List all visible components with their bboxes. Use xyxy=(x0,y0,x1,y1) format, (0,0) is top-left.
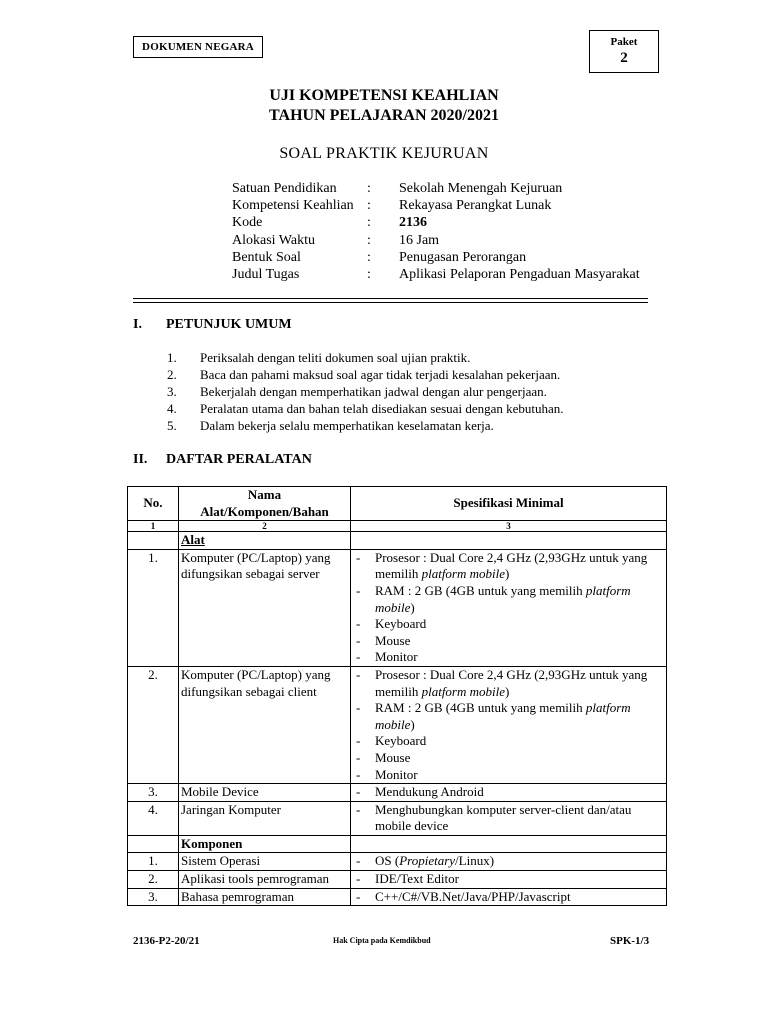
row-no: 2. xyxy=(128,666,179,783)
row-no: 1. xyxy=(128,853,179,871)
spec-text: Prosesor : Dual Core 2,4 GHz (2,93GHz untuk yang memilih xyxy=(375,549,648,582)
spec-text: Monitor xyxy=(375,649,418,665)
spec-text: IDE/Text Editor xyxy=(375,871,459,887)
info-value: Penugasan Perorangan xyxy=(399,249,527,265)
group-label-komponen: Komponen xyxy=(179,835,351,853)
table-row xyxy=(128,666,667,783)
header-name xyxy=(179,487,351,521)
spec-item xyxy=(356,616,666,633)
spec-item xyxy=(356,750,666,767)
header-name-line1: Nama xyxy=(247,487,282,502)
spec-text: Mendukung Android xyxy=(375,784,484,800)
table-row xyxy=(128,853,667,871)
spec-italic: platform mobile xyxy=(375,700,631,732)
spec-item xyxy=(356,649,666,666)
row-name: Jaringan Komputer xyxy=(179,801,351,835)
spec-text: Prosesor : Dual Core 2,4 GHz (2,93GHz untuk yang memilih xyxy=(375,666,648,699)
empty-cell xyxy=(351,835,667,853)
info-value: Aplikasi Pelaporan Pengaduan Masyarakat xyxy=(399,266,640,282)
table-index-row xyxy=(128,521,667,532)
list-item xyxy=(167,383,564,400)
index-cell: 1 xyxy=(128,521,179,532)
footer-page: SPK-1/3 xyxy=(610,935,650,947)
spec-italic: platform mobile xyxy=(421,683,506,699)
list-number: 1. xyxy=(167,350,177,365)
spec-text: Menghubungkan komputer server-client dan/atau mobile device xyxy=(375,801,632,834)
info-sep: : xyxy=(367,266,371,282)
row-spec xyxy=(351,871,667,889)
table-group-row xyxy=(128,532,667,550)
empty-cell xyxy=(128,532,179,550)
info-row xyxy=(232,197,640,214)
spec-item xyxy=(356,802,666,835)
spec-item xyxy=(356,633,666,650)
spec-text: OS ( xyxy=(375,853,400,869)
spec-text: ) xyxy=(505,566,510,582)
list-text: Baca dan pahami maksud soal agar tidak terjadi kesalahan pekerjaan. xyxy=(200,367,561,382)
peralatan-table xyxy=(127,486,667,906)
spec-text: C++/C#/VB.Net/Java/PHP/Javascript xyxy=(375,888,571,904)
info-key: Bentuk Soal xyxy=(232,249,301,265)
spec-item xyxy=(356,733,666,750)
info-sep: : xyxy=(367,198,371,214)
index-cell: 3 xyxy=(351,521,667,532)
section-number: II. xyxy=(133,452,148,467)
list-item xyxy=(167,417,564,434)
spec-text: ) xyxy=(410,599,415,615)
info-block xyxy=(232,180,640,283)
spec-item xyxy=(356,871,666,888)
footer-copyright: Hak Cipta pada Kemdikbud xyxy=(333,936,431,945)
info-value: 2136 xyxy=(399,215,427,231)
list-item xyxy=(167,349,564,366)
spec-item xyxy=(356,889,666,906)
table-row xyxy=(128,888,667,906)
spec-text: ) xyxy=(410,716,415,732)
double-divider xyxy=(133,298,648,303)
page-subtitle: SOAL PRAKTIK KEJURUAN xyxy=(279,145,489,162)
dokumen-negara-label: DOKUMEN NEGARA xyxy=(133,36,263,58)
spec-item xyxy=(356,667,666,700)
list-number: 2. xyxy=(167,367,177,382)
info-key: Kode xyxy=(232,215,263,231)
row-no: 2. xyxy=(128,871,179,889)
list-number: 5. xyxy=(167,418,177,433)
row-name: Bahasa pemrograman xyxy=(179,888,351,906)
spec-item xyxy=(356,784,666,801)
dash-marker: - xyxy=(356,649,361,665)
spec-item xyxy=(356,767,666,784)
spec-text: Mouse xyxy=(375,749,411,765)
list-item xyxy=(167,366,564,383)
row-spec xyxy=(351,853,667,871)
spec-text: RAM : 2 GB (4GB untuk yang memilih xyxy=(375,700,586,716)
dash-marker: - xyxy=(356,700,361,716)
empty-cell xyxy=(351,532,667,550)
row-name: Sistem Operasi xyxy=(179,853,351,871)
list-item xyxy=(167,400,564,417)
dash-marker: - xyxy=(356,749,361,765)
dash-marker: - xyxy=(356,766,361,782)
dash-marker: - xyxy=(356,582,361,598)
dash-marker: - xyxy=(356,733,361,749)
spec-item xyxy=(356,853,666,870)
spec-text: Keyboard xyxy=(375,616,427,632)
list-number: 4. xyxy=(167,401,177,416)
row-no: 1. xyxy=(128,549,179,666)
section-heading-petunjuk xyxy=(133,317,292,333)
spec-italic: platform mobile xyxy=(421,566,506,582)
info-key: Judul Tugas xyxy=(232,266,300,282)
spec-italic: platform mobile xyxy=(375,582,631,615)
list-text: Periksalah dengan teliti dokumen soal ujian praktik. xyxy=(200,350,471,365)
info-value: Sekolah Menengah Kejuruan xyxy=(399,181,563,196)
info-key: Satuan Pendidikan xyxy=(232,181,337,196)
group-label-alat: Alat xyxy=(179,532,351,550)
spec-text: ) xyxy=(505,683,510,699)
list-text: Peralatan utama dan bahan telah disediakan sesuai dengan kebutuhan. xyxy=(200,401,564,416)
info-key: Alokasi Waktu xyxy=(232,232,315,248)
table-row xyxy=(128,871,667,889)
paket-number: 2 xyxy=(620,50,628,66)
index-cell: 2 xyxy=(179,521,351,532)
info-sep: : xyxy=(367,249,371,265)
dash-marker: - xyxy=(356,616,361,632)
row-no: 3. xyxy=(128,784,179,802)
spec-text: Keyboard xyxy=(375,733,427,749)
row-no: 4. xyxy=(128,801,179,835)
info-sep: : xyxy=(367,181,371,196)
info-sep: : xyxy=(367,232,371,248)
header-name-line2: Alat/Komponen/Bahan xyxy=(200,503,329,519)
table-row xyxy=(128,549,667,666)
section-title: PETUNJUK UMUM xyxy=(166,317,292,332)
dash-marker: - xyxy=(356,632,361,648)
row-spec xyxy=(351,549,667,666)
table-group-row xyxy=(128,835,667,853)
row-spec xyxy=(351,784,667,802)
row-spec xyxy=(351,666,667,783)
spec-item xyxy=(356,700,666,733)
row-name: Aplikasi tools pemrograman xyxy=(179,871,351,889)
spec-italic: Propietary xyxy=(399,853,456,869)
dash-marker: - xyxy=(356,801,361,817)
page-title-line2: TAHUN PELAJARAN 2020/2021 xyxy=(269,107,499,124)
row-spec xyxy=(351,801,667,835)
info-row xyxy=(232,232,640,249)
row-no: 3. xyxy=(128,888,179,906)
dash-marker: - xyxy=(356,666,361,682)
info-sep: : xyxy=(367,215,371,231)
info-row xyxy=(232,180,640,197)
list-text: Bekerjalah dengan memperhatikan jadwal dengan alur pengerjaan. xyxy=(200,384,547,399)
table-row xyxy=(128,784,667,802)
paket-box xyxy=(589,30,659,73)
spec-item xyxy=(356,583,666,616)
section-title: DAFTAR PERALATAN xyxy=(166,452,312,467)
info-value: Rekayasa Perangkat Lunak xyxy=(399,198,552,214)
spec-text: Mouse xyxy=(375,632,411,648)
section-number: I. xyxy=(133,317,142,332)
header-no: No. xyxy=(128,487,179,521)
row-name: Komputer (PC/Laptop) yang difungsikan sebagai server xyxy=(179,549,351,666)
empty-cell xyxy=(128,835,179,853)
spec-text: Monitor xyxy=(375,766,418,782)
paket-label: Paket xyxy=(610,36,638,48)
spec-text: /Linux) xyxy=(455,853,495,869)
petunjuk-list xyxy=(167,349,564,434)
dash-marker: - xyxy=(356,549,361,565)
section-heading-peralatan xyxy=(133,452,312,468)
row-name: Komputer (PC/Laptop) yang difungsikan sebagai client xyxy=(179,666,351,783)
info-key: Kompetensi Keahlian xyxy=(232,198,354,214)
info-row xyxy=(232,249,640,266)
list-text: Dalam bekerja selalu memperhatikan keselamatan kerja. xyxy=(200,418,494,433)
spec-item xyxy=(356,550,666,583)
info-value: 16 Jam xyxy=(399,232,440,248)
table-row xyxy=(128,801,667,835)
dash-marker: - xyxy=(356,784,361,800)
row-name: Mobile Device xyxy=(179,784,351,802)
page-title-line1: UJI KOMPETENSI KEAHLIAN xyxy=(269,87,499,104)
info-row xyxy=(232,266,640,283)
dash-marker: - xyxy=(356,853,361,869)
row-spec xyxy=(351,888,667,906)
spec-text: RAM : 2 GB (4GB untuk yang memilih xyxy=(375,582,586,598)
table-header-row xyxy=(128,487,667,521)
info-row xyxy=(232,214,640,231)
header-spec: Spesifikasi Minimal xyxy=(351,487,667,521)
footer-code: 2136-P2-20/21 xyxy=(133,935,200,947)
list-number: 3. xyxy=(167,384,177,399)
dash-marker: - xyxy=(356,871,361,887)
dash-marker: - xyxy=(356,888,361,904)
